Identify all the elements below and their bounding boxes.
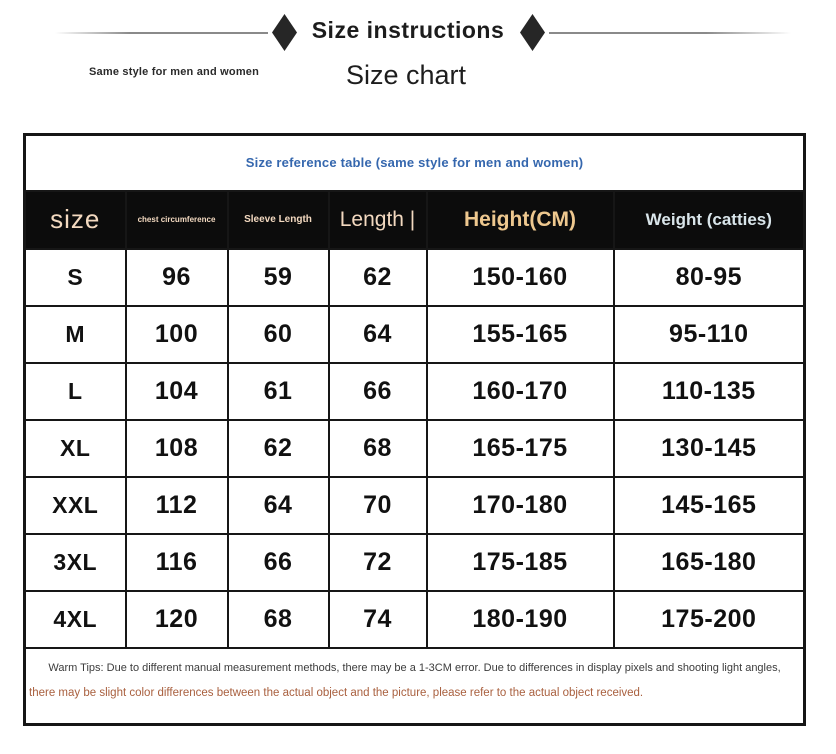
sleeve-cell: 68 [228, 591, 329, 648]
chest-cell: 120 [126, 591, 228, 648]
chest-cell: 116 [126, 534, 228, 591]
column-header-length: Length | [329, 191, 427, 249]
length-cell: 62 [329, 249, 427, 306]
weight-cell: 80-95 [614, 249, 805, 306]
chest-cell: 112 [126, 477, 228, 534]
warm-tips-line1: Warm Tips: Due to different manual measurement methods, there may be a 1-3CM error. Due to differences in display pixels and shooting light angles, [48, 661, 781, 674]
length-cell: 68 [329, 420, 427, 477]
size-cell: M [25, 306, 126, 363]
weight-cell: 175-200 [614, 591, 805, 648]
column-header-sleeve: Sleeve Length [228, 191, 329, 249]
table-row [25, 249, 805, 306]
height-cell: 165-175 [427, 420, 614, 477]
weight-cell: 165-180 [614, 534, 805, 591]
column-header-weight: Weight (catties) [614, 191, 805, 249]
table-row [25, 306, 805, 363]
height-cell: 180-190 [427, 591, 614, 648]
table-row [25, 534, 805, 591]
size-cell: XL [25, 420, 126, 477]
table-footer-row [25, 648, 805, 725]
column-header-chest: chest circumference [126, 191, 228, 249]
sleeve-cell: 66 [228, 534, 329, 591]
height-cell: 170-180 [427, 477, 614, 534]
column-header-height: Height(CM) [427, 191, 614, 249]
height-cell: 175-185 [427, 534, 614, 591]
sleeve-cell: 61 [228, 363, 329, 420]
height-cell: 160-170 [427, 363, 614, 420]
table-caption-row [25, 135, 805, 191]
length-cell: 72 [329, 534, 427, 591]
sleeve-cell: 59 [228, 249, 329, 306]
warm-tips-line2: there may be slight color differences between the actual object and the picture, please refer to the actual object received. [29, 686, 644, 699]
weight-cell: 95-110 [614, 306, 805, 363]
weight-cell: 145-165 [614, 477, 805, 534]
height-cell: 150-160 [427, 249, 614, 306]
chest-cell: 100 [126, 306, 228, 363]
length-cell: 70 [329, 477, 427, 534]
sleeve-cell: 62 [228, 420, 329, 477]
right-decorative-line [549, 32, 791, 34]
page-title: Size instructions [311, 17, 505, 43]
table-header-row [25, 191, 805, 249]
length-cell: 66 [329, 363, 427, 420]
table-row [25, 477, 805, 534]
unisex-note: Same style for men and women [89, 66, 260, 78]
table-row [25, 363, 805, 420]
size-reference-table [23, 133, 806, 726]
length-cell: 74 [329, 591, 427, 648]
weight-cell: 130-145 [614, 420, 805, 477]
length-cell: 64 [329, 306, 427, 363]
column-header-size: size [25, 191, 126, 249]
sleeve-cell: 60 [228, 306, 329, 363]
weight-cell: 110-135 [614, 363, 805, 420]
size-cell: S [25, 249, 126, 306]
size-cell: L [25, 363, 126, 420]
chest-cell: 104 [126, 363, 228, 420]
size-cell: XXL [25, 477, 126, 534]
size-chart-title: Size chart [345, 60, 467, 90]
size-cell: 4XL [25, 591, 126, 648]
height-cell: 155-165 [427, 306, 614, 363]
sleeve-cell: 64 [228, 477, 329, 534]
table-caption: Size reference table (same style for men and women) [25, 135, 805, 191]
warm-tips [25, 648, 805, 725]
size-cell: 3XL [25, 534, 126, 591]
table-row [25, 591, 805, 648]
chest-cell: 96 [126, 249, 228, 306]
table-row [25, 420, 805, 477]
chest-cell: 108 [126, 420, 228, 477]
